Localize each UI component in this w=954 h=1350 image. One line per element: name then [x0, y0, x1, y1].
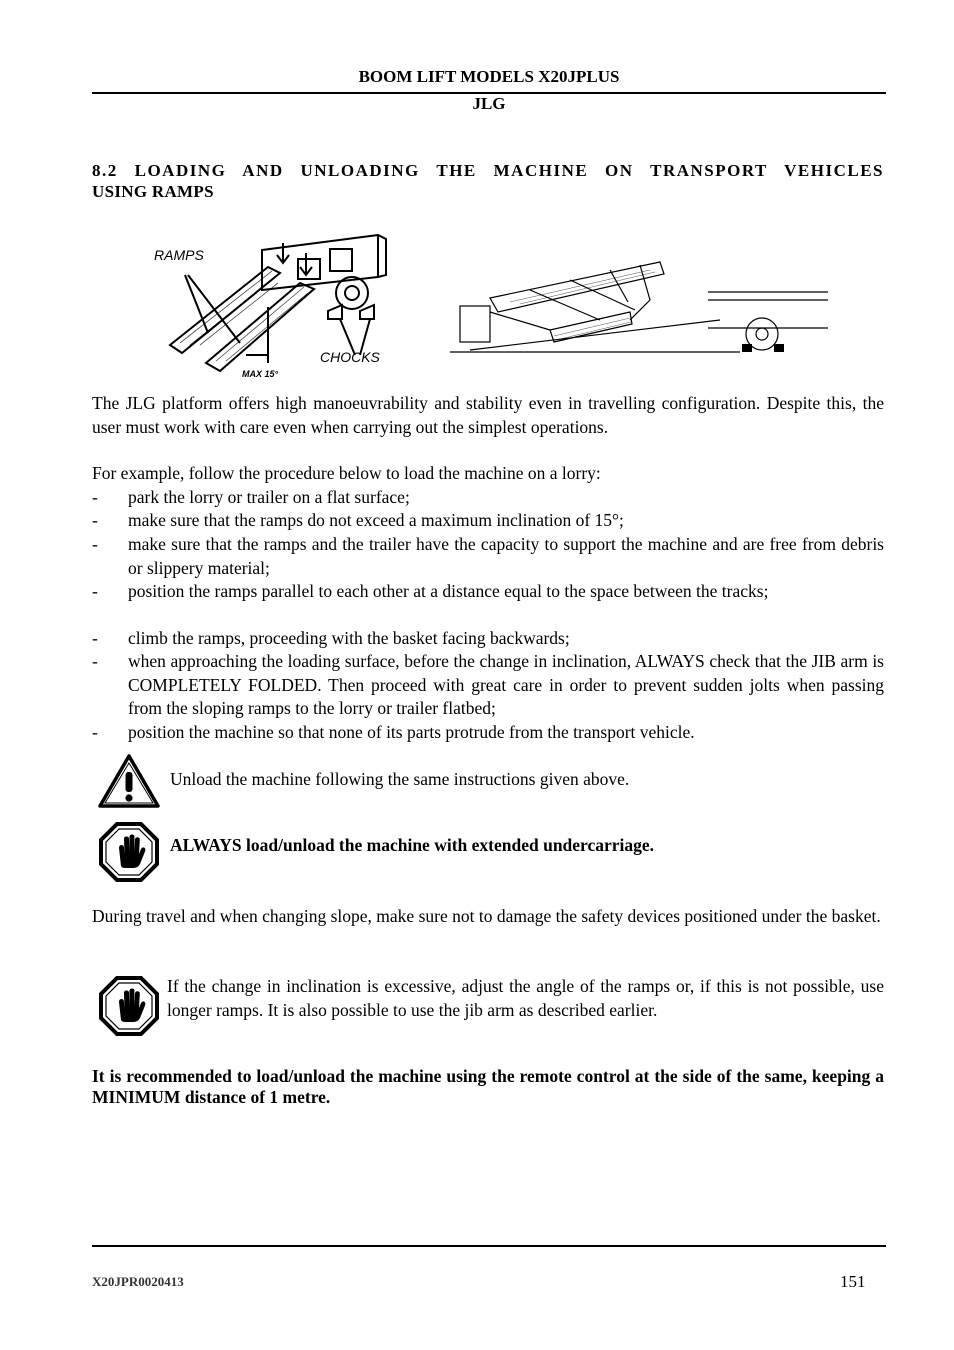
step-text: position the ramps parallel to each other at a distance equal to the space between the tracks; — [128, 581, 769, 601]
bullet-dash: - — [92, 510, 98, 530]
document-code: X20JPR0020413 — [92, 1274, 184, 1289]
brand-name: JLG — [472, 94, 506, 113]
warning-triangle-icon — [97, 753, 161, 809]
ramps-figure — [150, 215, 400, 385]
step-text: park the lorry or trailer on a flat surface; — [128, 487, 410, 507]
bullet-dash: - — [92, 722, 98, 742]
ramps-label: RAMPS — [154, 247, 204, 263]
step-text: when approaching the loading surface, before the change in inclination, ALWAYS check that the JIB arm is COMPLETELY FOLDED. Then proceed with great care in order to prevent sudden jolts when passing from the sloping ramps to the lorry or trailer flatbed; — [128, 651, 884, 718]
step-text: make sure that the ramps and the trailer have the capacity to support the machine and are free from debris or slippery material; — [128, 534, 884, 578]
document-title: BOOM LIFT MODELS X20JPLUS — [358, 67, 620, 86]
angle-label: MAX 15° — [242, 369, 279, 379]
list-item — [92, 509, 884, 533]
step-text: position the machine so that none of its parts protrude from the transport vehicle. — [128, 722, 695, 742]
recommendation-text: It is recommended to load/unload the machine using the remote control at the side of the same, keeping a MINIMUM distance of 1 metre. — [92, 1066, 884, 1107]
list-item — [92, 486, 884, 510]
chock-left — [742, 344, 752, 352]
step-text: make sure that the ramps do not exceed a maximum inclination of 15°; — [128, 510, 624, 530]
bullet-dash: - — [92, 534, 98, 554]
footer-rule — [92, 1245, 886, 1247]
stop-text-inclination: If the change in inclination is excessive, adjust the angle of the ramps or, if this is not possible, use longer ramps. It is also possible to use the jib arm as described earlier. — [167, 976, 884, 1020]
stop-hand-icon — [99, 976, 159, 1036]
list-item — [92, 627, 884, 651]
list-item — [92, 580, 884, 628]
stop-hand-icon — [99, 822, 159, 882]
warning-text: Unload the machine following the same instructions given above. — [170, 769, 630, 789]
chocks-label: CHOCKS — [320, 349, 380, 365]
bullet-dash: - — [92, 487, 98, 507]
loading-drawing — [450, 250, 830, 360]
section-heading-line1: 8.2 LOADING AND UNLOADING THE MACHINE ON TRANSPORT VEHICLES — [92, 161, 884, 180]
list-item — [92, 533, 884, 581]
bullet-dash: - — [92, 651, 98, 671]
step-text: climb the ramps, proceeding with the basket facing backwards; — [128, 628, 570, 648]
list-item — [92, 721, 884, 745]
procedure-intro: For example, follow the procedure below to load the machine on a lorry: — [92, 463, 601, 483]
travel-paragraph: During travel and when changing slope, make sure not to damage the safety devices positioned under the basket. — [92, 906, 881, 926]
list-item — [92, 650, 884, 722]
stop-text-extended-undercarriage: ALWAYS load/unload the machine with extended undercarriage. — [170, 835, 655, 855]
loading-figure — [450, 250, 830, 360]
chock-right — [774, 344, 784, 352]
section-heading-line2: USING RAMPS — [92, 182, 214, 201]
bullet-dash: - — [92, 581, 98, 601]
bullet-dash: - — [92, 628, 98, 648]
intro-paragraph: The JLG platform offers high manoeuvrability and stability even in travelling configuration. Despite this, the user must work with care even when carrying out the simplest operations. — [92, 393, 884, 437]
page-number: 151 — [840, 1272, 866, 1291]
section-heading — [92, 160, 884, 202]
